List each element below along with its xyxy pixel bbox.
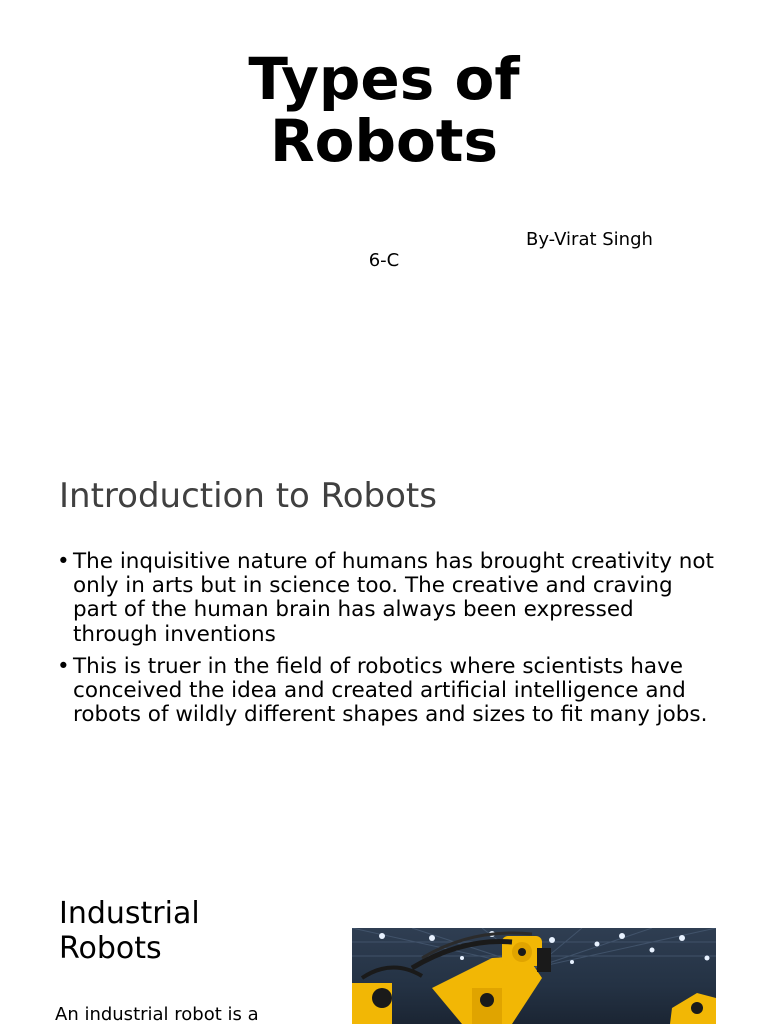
- robot-arm-right: [670, 993, 716, 1024]
- bullet-text: The inquisitive nature of humans has brought creativity not only in arts but in science too. The creative and craving part of the human brain has always been expressed through inventions: [73, 549, 714, 647]
- bullet-dot-icon: •: [57, 549, 70, 574]
- industrial-heading-line-2: Robots: [59, 931, 162, 966]
- title-line-1: Types of: [248, 45, 520, 113]
- introduction-heading: Introduction to Robots: [59, 476, 437, 516]
- industrial-robot-illustration: [352, 928, 716, 1024]
- slide-title: [0, 45, 768, 175]
- title-line-2: Robots: [269, 107, 499, 175]
- bullet-item: [56, 550, 716, 647]
- industrial-robots-text: An industrial robot is a: [55, 1004, 259, 1025]
- industrial-robot-photo: [352, 928, 716, 1024]
- robot-arm-left: [352, 967, 422, 1024]
- class-label: 6-C: [368, 250, 400, 271]
- bullet-item: [56, 655, 716, 728]
- author-name: By-Virat Singh: [526, 229, 653, 250]
- introduction-bullet-list: [56, 550, 716, 735]
- industrial-heading-line-1: Industrial: [59, 896, 200, 931]
- bullet-text: This is truer in the field of robotics where scientists have conceived the idea and created artificial intelligence and robots of wildly different shapes and sizes to fit many jobs.: [73, 653, 708, 728]
- robot-arm-center: [412, 933, 551, 1024]
- industrial-robots-heading: [59, 896, 319, 966]
- bullet-dot-icon: •: [57, 653, 70, 679]
